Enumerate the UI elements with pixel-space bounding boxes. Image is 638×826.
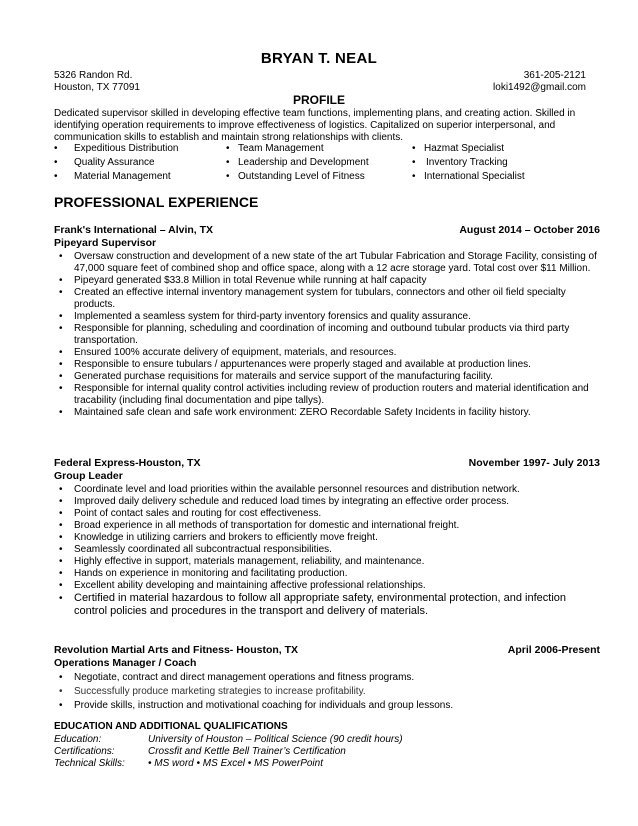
job-header: [54, 224, 600, 236]
candidate-name: BRYAN T. NEAL: [260, 50, 378, 67]
email-address[interactable]: loki1492@gmail.com: [493, 82, 586, 93]
list-item: • Excellent ability developing and maintaining affective professional relationships.: [54, 580, 600, 592]
certifications-value: Crossfit and Kettle Bell Trainer’s Certification: [148, 746, 346, 757]
job-header: [54, 644, 600, 656]
certifications-label: Certifications:: [54, 746, 115, 757]
skill-item: • International Specialist: [412, 171, 525, 182]
phone-number: 361-205-2121: [523, 70, 586, 81]
list-item: • Provide skills, instruction and motivational coaching for individuals and group lessons.: [54, 699, 600, 713]
technical-skills-label: Technical Skills:: [54, 758, 125, 769]
list-item: • Seamlessly coordinated all subcontractual responsibilities.: [54, 544, 600, 556]
list-item: • Successfully produce marketing strategies to increase profitability.: [54, 685, 600, 699]
list-item: • Responsible for planning, scheduling and coordination of incoming and outbound tubular products via third party transportation.: [54, 323, 600, 347]
list-item: • Improved daily delivery schedule and reduced load times by integrating an effective order process.: [54, 496, 600, 508]
list-item: • Hands on experience in monitoring and facilitating production.: [54, 568, 600, 580]
address-line2: Houston, TX 77091: [54, 82, 140, 93]
skill-item: • Inventory Tracking: [412, 157, 508, 168]
list-item: • Responsible to ensure tubulars / appurtenances were properly staged and available at production lines.: [54, 359, 600, 371]
list-item: • Generated purchase requisitions for materails and service support of the manufacturing facility.: [54, 371, 600, 383]
job-role: Pipeyard Supervisor: [54, 237, 157, 249]
list-item: • Broad experience in all methods of transportation for domestic and international freight.: [54, 520, 600, 532]
list-item: • Highly effective in support, materials management, reliability, and maintenance.: [54, 556, 600, 568]
list-item: • Pipeyard generated $33.8 Million in total Revenue while running at half capacity: [54, 275, 600, 287]
job-role: Group Leader: [54, 470, 123, 482]
list-item: • Coordinate level and load priorities within the available personnel resources and distribution network.: [54, 484, 600, 496]
skill-item: • Outstanding Level of Fitness: [226, 171, 365, 182]
skill-item: • Hazmat Specialist: [412, 143, 505, 154]
company-name: Revolution Martial Arts and Fitness- Houston, TX: [54, 644, 299, 656]
address-line1: 5326 Randon Rd.: [54, 70, 133, 81]
company-name: Frank's International – Alvin, TX: [54, 224, 214, 236]
experience-heading: PROFESSIONAL EXPERIENCE: [54, 194, 259, 210]
job-dates: November 1997- July 2013: [468, 457, 600, 469]
list-item: • Oversaw construction and development of a new state of the art Tubular Fabrication and Storage Facility, consisting of 47,000 square feet of combined shop and office space, along with a 12 acre storage yard. Total cost over $11 Million.: [54, 251, 600, 275]
list-item: • Created an effective internal inventory management system for tubulars, connectors and other oil field specialty products.: [54, 287, 600, 311]
profile-heading: PROFILE: [292, 93, 345, 107]
job-bullets: [54, 484, 600, 618]
skill-item: • Team Management: [226, 143, 324, 154]
list-item: • Point of contact sales and routing for cost effectiveness.: [54, 508, 600, 520]
education-heading: EDUCATION AND ADDITIONAL QUALIFICATIONS: [54, 721, 288, 732]
job-dates: August 2014 – October 2016: [459, 224, 600, 236]
technical-skills-value: • MS word • MS Excel • MS PowerPoint: [148, 758, 323, 769]
job-bullets: [54, 251, 600, 419]
education-value: University of Houston – Political Science (90 credit hours): [148, 734, 403, 745]
list-item: • Negotiate, contract and direct management operations and fitness programs.: [54, 671, 600, 685]
skill-item: • Quality Assurance: [54, 157, 155, 168]
list-item: • Responsible for internal quality control activities including review of production routers and material identification and tracability (including final documentation and pipe tallys).: [54, 383, 600, 407]
profile-summary: Dedicated supervisor skilled in developing effective team functions, implementing plans, and creating action. Skilled in identifying operation requirements to improve effectiveness of logistics. Capitalized on superior interpersonal, and communication skills to establish and maintain strong relationships with clients.: [54, 108, 576, 143]
list-item: • Ensured 100% accurate delivery of equipment, materials, and resources.: [54, 347, 600, 359]
education-label: Education:: [54, 734, 102, 745]
job-role: Operations Manager / Coach: [54, 657, 197, 669]
company-name: Federal Express-Houston, TX: [54, 457, 201, 469]
list-item: • Maintained safe clean and safe work environment: ZERO Recordable Safety Incidents in facility history.: [54, 407, 600, 419]
job-dates: April 2006-Present: [507, 644, 600, 656]
list-item: • Certified in material hazardous to follow all appropriate safety, environmental protection, and infection control policies and procedures in the transport and delivery of materials.: [54, 592, 600, 618]
list-item: • Knowledge in utilizing carriers and brokers to efficiently move freight.: [54, 532, 600, 544]
skill-item: • Expeditious Distribution: [54, 143, 179, 154]
job-bullets: [54, 671, 600, 713]
job-header: [54, 457, 600, 469]
list-item: • Implemented a seamless system for third-party inventory forensics and quality assurance.: [54, 311, 600, 323]
skill-item: • Material Management: [54, 171, 171, 182]
skill-item: • Leadership and Development: [226, 157, 369, 168]
